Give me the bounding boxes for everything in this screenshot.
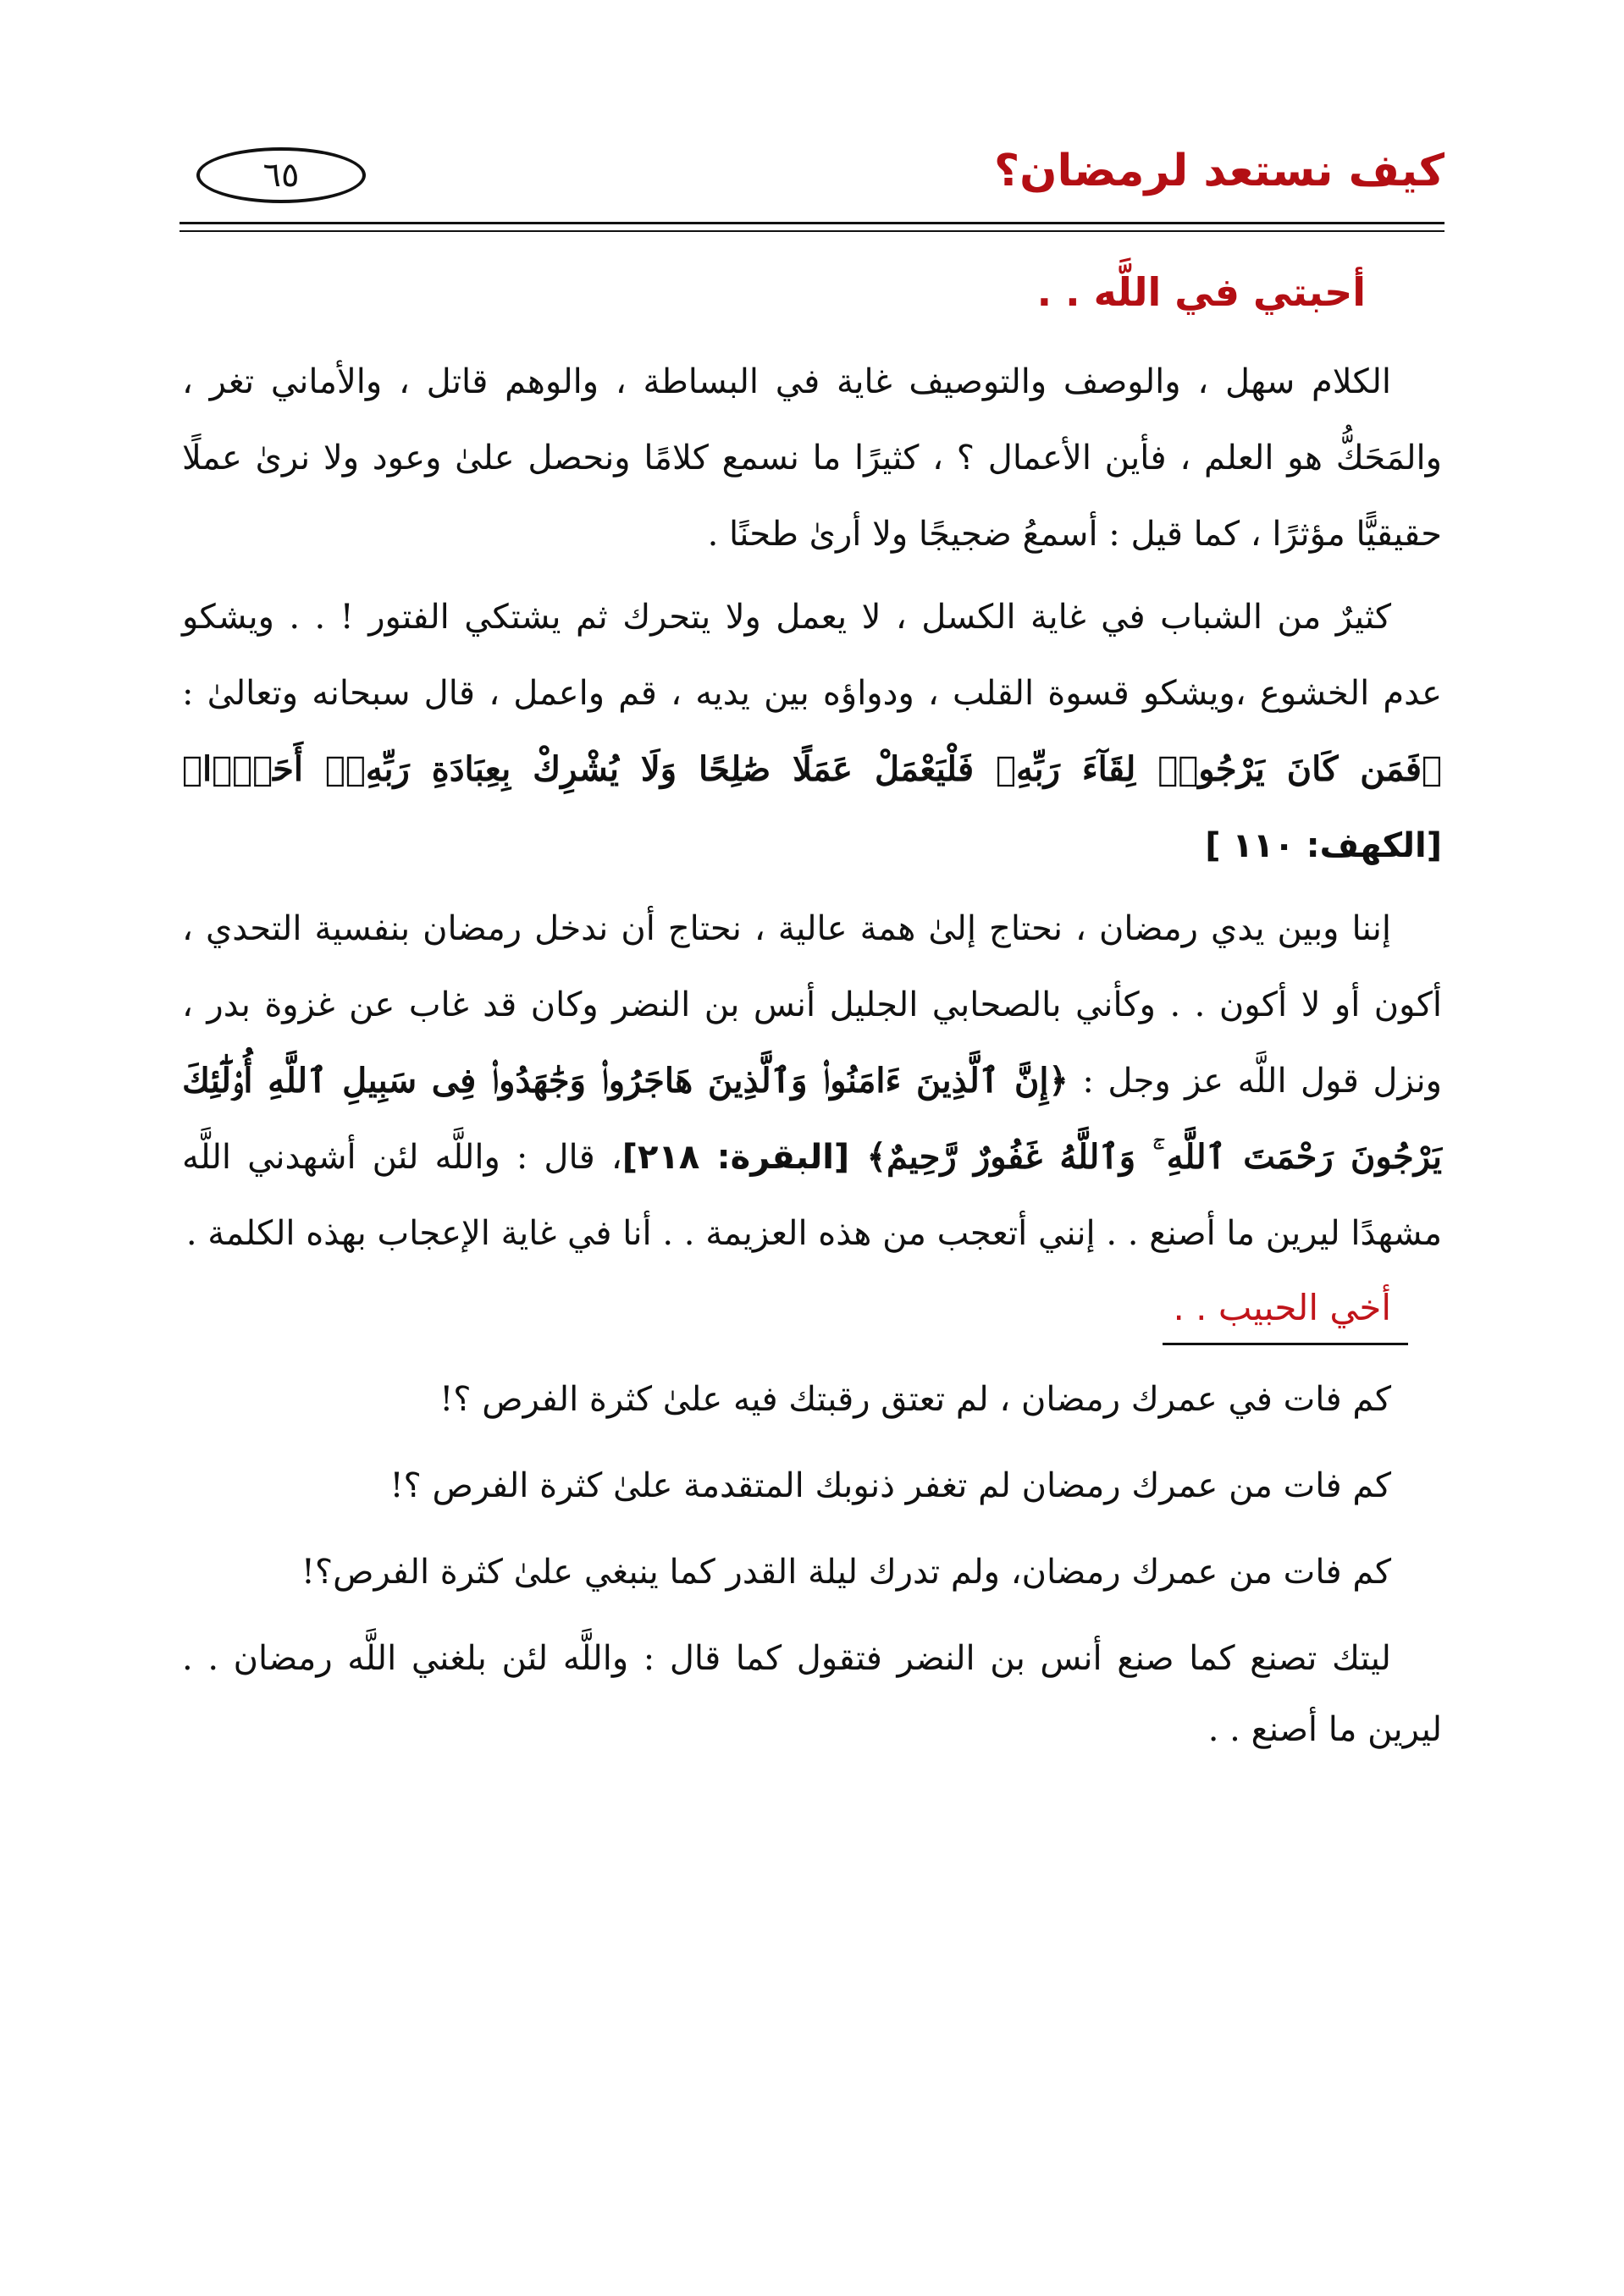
paragraph-text: الكلام سهل ، والوصف والتوصيف غاية في البساطة ، والوهم قاتل ، والأماني تغر ، والمَحَكُّ هو العلم ، فأين الأعمال ؟ ، كثيرًا ما نسمع كلامًا ونحصل علىٰ وعود ولا نرىٰ عملًا حقيقيًّا مؤثرًا ، كما قيل : أسمعُ ضجيجًا ولا أرىٰ طحنًا . xyxy=(182,362,1442,554)
paragraph-text: ، قال : واللَّه لئن أشهدني اللَّه مشهدًا ليرين ما أصنع . . إنني أتعجب من هذه العزيمة . . أنا في غاية الإعجاب بهذه الكلمة . xyxy=(182,1138,1442,1253)
section-heading: أحبتي في اللَّه . . xyxy=(1036,269,1366,315)
quran-verse: ﴿فَمَن كَانَ يَرْجُوا۟ لِقَآءَ رَبِّهِۦ فَلْيَعْمَلْ عَمَلًا صَٰلِحًا وَلَا يُشْرِكْ بِعِبَادَةِ رَبِّهِۦٓ أَحَدًۢا﴾ xyxy=(182,749,1442,789)
verse-reference: [البقرة: ٢١٨] xyxy=(621,1138,867,1177)
paragraph-1 xyxy=(182,344,1442,572)
quran-verse: ﴿إِنَّ ٱلَّذِينَ ءَامَنُوا۟ وَٱلَّذِينَ هَاجَرُوا۟ وَجَٰهَدُوا۟ فِى سَبِيلِ ٱللَّهِ أُو۟لَٰٓئِكَ يَرْجُونَ رَحْمَتَ ٱللَّهِ ۚ وَٱللَّهُ غَفُورٌ رَّحِيمٌ﴾ xyxy=(182,1061,1442,1177)
list-line-2: كم فات من عمرك رمضان لم تغفر ذنوبك المتقدمة علىٰ كثرة الفرص ؟! xyxy=(389,1466,1391,1505)
running-header xyxy=(180,134,1444,227)
book-title: كيف نستعد لرمضان؟ xyxy=(993,146,1444,196)
header-rule-bottom xyxy=(180,230,1444,232)
header-rule-top xyxy=(180,222,1444,224)
page-number: ٦٥ xyxy=(196,147,366,203)
paragraph-text: إننا وبين يدي رمضان ، نحتاج إلىٰ همة عالية ، نحتاج أن ندخل رمضان بنفسية التحدي ، أكون أو لا أكون . . وكأني بالصحابي الجليل أنس بن النضر وكان قد غاب عن غزوة بدر ، ونزل قول اللَّه عز وجل : xyxy=(182,909,1442,1101)
list-line-3: كم فات من عمرك رمضان، ولم تدرك ليلة القدر كما ينبغي علىٰ كثرة الفرص؟! xyxy=(301,1553,1391,1592)
page-content xyxy=(182,254,1442,1780)
subsection-underline xyxy=(1163,1343,1408,1345)
list-line-1: كم فات في عمرك رمضان ، لم تعتق رقبتك فيه علىٰ كثرة الفرص ؟! xyxy=(439,1380,1391,1419)
verse-reference: [الكهف: ١١٠ ] xyxy=(1205,826,1442,865)
paragraph-2 xyxy=(182,579,1442,884)
paragraph-3 xyxy=(182,891,1442,1272)
subsection-heading: أخي الحبيب . . xyxy=(1173,1287,1391,1328)
list-line-4: ليتك تصنع كما صنع أنس بن النضر فتقول كما قال : واللَّه لئن بلغني اللَّه رمضان . . ليرين ما أصنع . . xyxy=(182,1639,1442,1749)
paragraph-text: كثيرٌ من الشباب في غاية الكسل ، لا يعمل ولا يتحرك ثم يشتكي الفتور ! . . ويشكو عدم الخشوع ،ويشكو قسوة القلب ، ودواؤه بين يديه ، قم واعمل ، قال سبحانه وتعالىٰ : xyxy=(182,598,1442,713)
